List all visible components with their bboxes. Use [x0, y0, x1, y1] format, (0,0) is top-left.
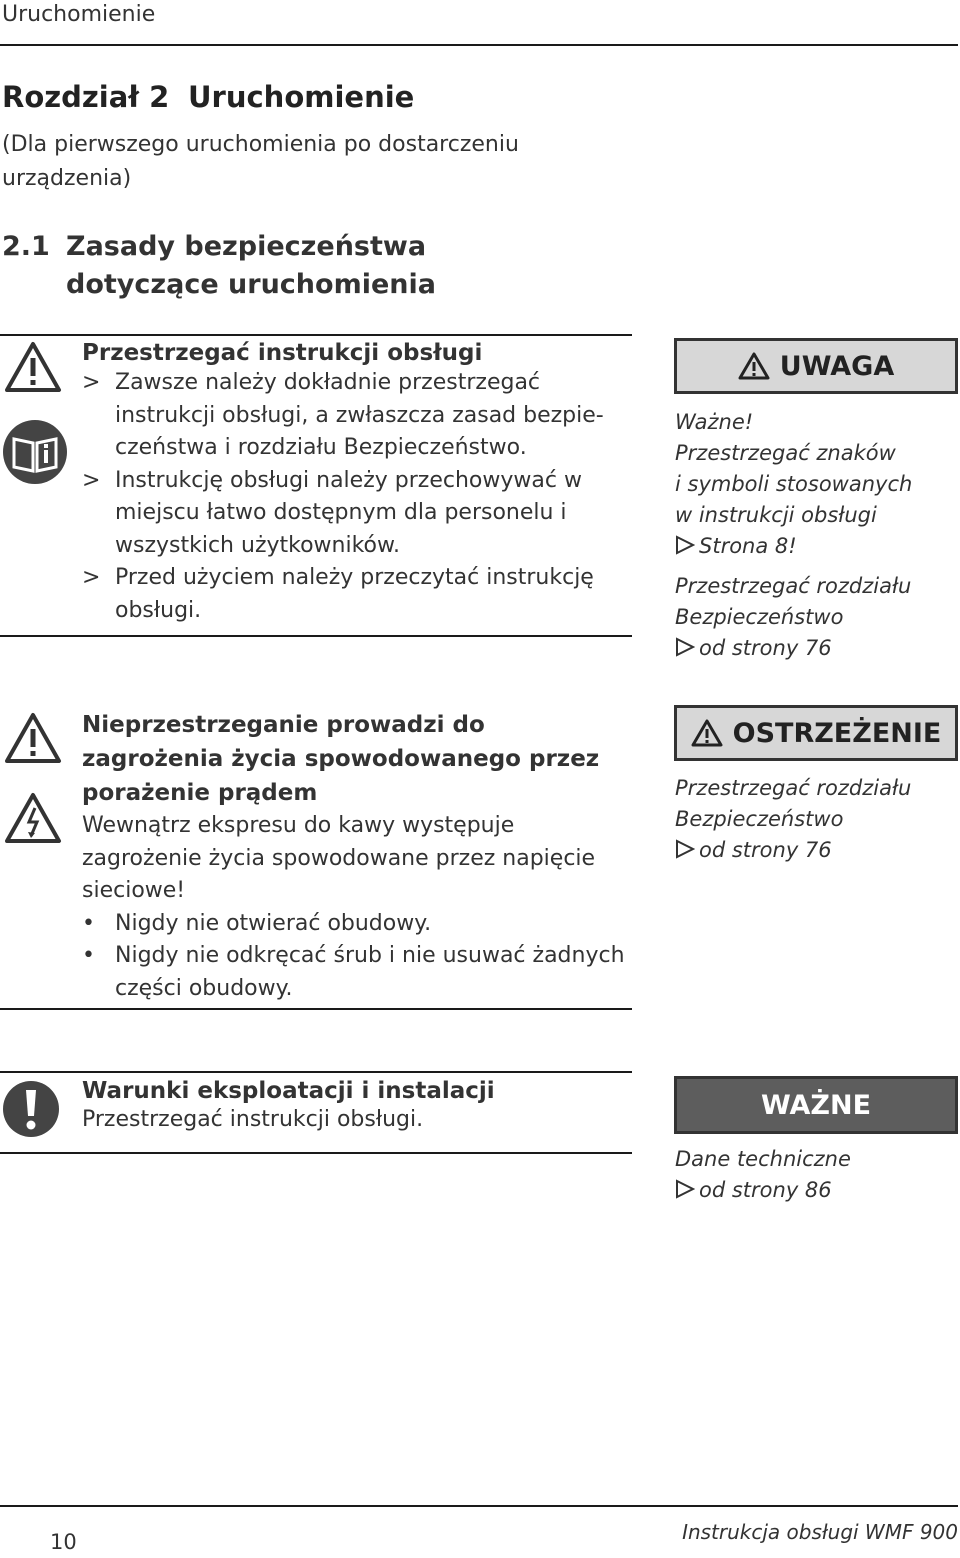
notice-wazne-box: [674, 1076, 958, 1134]
page-number: 10: [50, 1530, 77, 1554]
running-header: Uruchomienie: [2, 2, 156, 27]
block3: [82, 1078, 627, 1137]
arrow-triangle-icon: [675, 535, 695, 555]
list-marker: >: [82, 370, 101, 395]
notice-line: Bezpieczeństwo: [675, 605, 844, 629]
block3-bottom-rule: [0, 1152, 632, 1154]
notice-ostrzezenie-label: OSTRZEŻENIE: [732, 717, 942, 749]
notice-reference[interactable]: [675, 835, 960, 866]
block2-title: Nieprzestrzeganie prowadzi do zagrożenia życia spowodowanego przez porażenie prądem: [82, 712, 600, 806]
block1: [82, 340, 627, 627]
list-item: [82, 465, 627, 563]
arrow-triangle-icon: [675, 839, 695, 859]
block2-bottom-rule: [0, 1008, 632, 1010]
warning-icon: [4, 712, 62, 764]
notice-wazne-label: WAŻNE: [760, 1089, 872, 1121]
section-number: 2.1: [2, 231, 50, 262]
notice-line: Przestrzegać rozdziału: [675, 574, 912, 598]
list-item-text: Zawsze należy dokładnie przestrzegać instrukcji obsługi, a zwłaszcza zasad bezpie-czeństwa i rozdziału Bezpieczeństwo.: [115, 370, 604, 460]
notice-line: Bezpieczeństwo: [675, 807, 844, 831]
chapter-title: Uruchomienie: [188, 80, 415, 114]
notice-reference-text: od strony 76: [699, 838, 832, 862]
block2: [82, 708, 627, 1005]
notice-uwaga-label: UWAGA: [779, 350, 895, 382]
section-heading: [2, 228, 586, 304]
list-item: [82, 940, 627, 1005]
list-item-text: Przed użyciem należy przeczytać instrukcję obsługi.: [115, 565, 594, 623]
notice-reference-text: od strony 86: [699, 1178, 832, 1202]
list-item: [82, 562, 627, 627]
list-marker: >: [82, 565, 101, 590]
list-item: [82, 367, 627, 465]
notice-line: i symboli stosowanych: [675, 472, 913, 496]
notice-line: Ważne!: [675, 410, 754, 434]
notice-wazne-text: [675, 1144, 960, 1206]
list-item-text: Nigdy nie odkręcać śrub i nie usuwać żadnych części obudowy.: [115, 943, 625, 1001]
section-title: Zasady bezpieczeństwa dotyczące uruchomienia: [66, 231, 436, 300]
chapter-number: Rozdział 2: [2, 80, 170, 114]
list-bullet: •: [82, 910, 95, 936]
chapter-subtitle: (Dla pierwszego uruchomienia po dostarczeniu urządzenia): [2, 132, 519, 191]
notice-line: w instrukcji obsługi: [675, 503, 877, 527]
notice-reference-text: od strony 76: [699, 636, 832, 660]
notice-ostrzezenie-box: [674, 705, 958, 761]
notice-reference[interactable]: [675, 1175, 960, 1206]
warning-icon: [4, 341, 62, 393]
list-item-text: Nigdy nie otwierać obudowy.: [115, 910, 432, 936]
arrow-triangle-icon: [675, 637, 695, 657]
notice-reference-text: Strona 8!: [699, 534, 797, 558]
electric-hazard-icon: [4, 792, 62, 844]
block1-title: Przestrzegać instrukcji obsługi: [82, 340, 483, 366]
block1-bottom-rule: [0, 635, 632, 637]
notice-ostrzezenie-text: [675, 773, 960, 866]
list-item: [82, 908, 627, 941]
block3-text: Przestrzegać instrukcji obsługi.: [82, 1107, 424, 1132]
notice-reference[interactable]: [675, 633, 960, 664]
chapter-heading: [2, 80, 414, 114]
document-title: Instrukcja obsługi WMF 900: [682, 1520, 958, 1544]
list-bullet: •: [82, 943, 95, 968]
arrow-triangle-icon: [675, 1179, 695, 1199]
exclamation-circle-icon: [2, 1078, 60, 1140]
notice-reference[interactable]: [675, 531, 960, 562]
warning-icon: [738, 352, 770, 380]
list-item-text: Instrukcję obsługi należy przechowywać w miejscu łatwo dostępnym dla personelu i wszystkich użytkowników.: [115, 467, 582, 558]
notice-line: Przestrzegać znaków: [675, 441, 896, 465]
manual-info-icon: [2, 417, 68, 487]
list-marker: >: [82, 467, 101, 493]
warning-icon: [691, 719, 723, 747]
block1-top-rule: [0, 334, 632, 336]
notice-uwaga-box: [674, 338, 958, 394]
block3-title: Warunki eksploatacji i instalacji: [82, 1078, 495, 1104]
notice-line: Przestrzegać rozdziału: [675, 776, 912, 800]
header-rule: [0, 44, 958, 46]
footer-rule: [0, 1505, 958, 1507]
notice-uwaga-text: [675, 407, 960, 664]
block2-text: Wewnątrz ekspresu do kawy występuje zagrożenie życia spowodowane przez napięcie sieciowe!: [82, 813, 596, 903]
notice-line: Dane techniczne: [675, 1147, 851, 1171]
block3-top-rule: [0, 1071, 632, 1073]
